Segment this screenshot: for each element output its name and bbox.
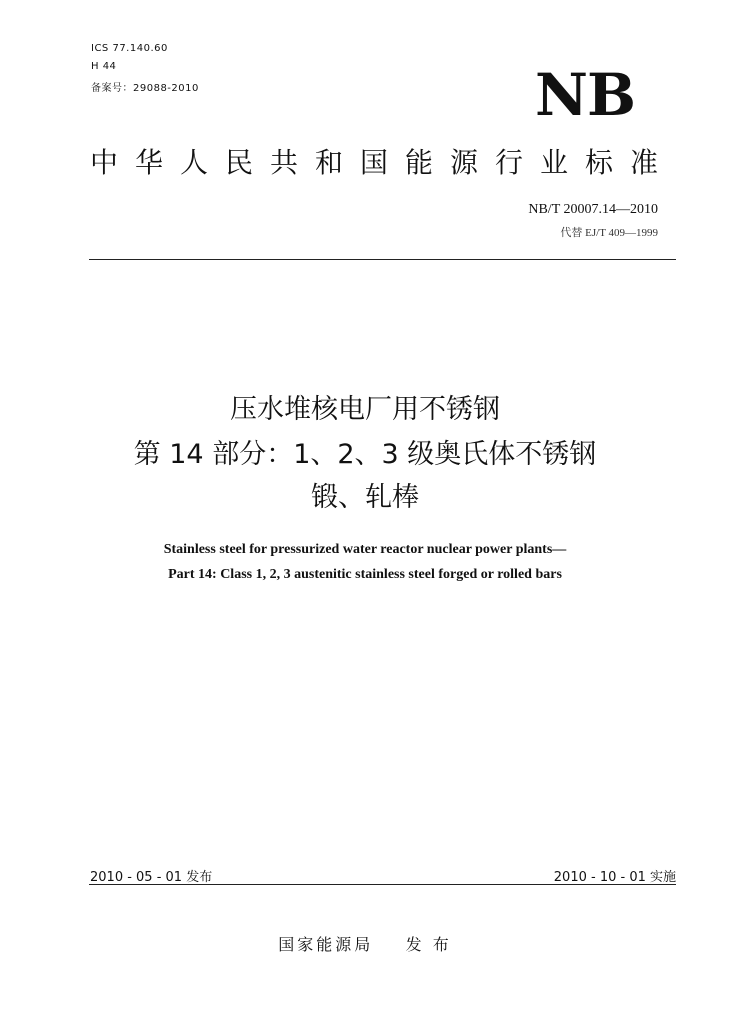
title-en-line1: Stainless steel for pressurized water reactor nuclear power plants— — [163, 542, 567, 557]
publish-action: 发 布 — [405, 935, 452, 954]
ics-code: ICS 77.140.60 — [91, 43, 168, 54]
organization-title: 中华人民共和国能源行业标准 — [90, 146, 676, 179]
implementation-date: 2010 - 10 - 01 实施 — [553, 870, 676, 885]
title-en-line2: Part 14: Class 1, 2, 3 austenitic stainless steel forged or rolled bars — [168, 567, 562, 582]
title-cn-line3: 锻、轧棒 — [311, 482, 419, 513]
ccs-code: H 44 — [91, 61, 117, 72]
record-number: 备案号：29088-2010 — [91, 83, 199, 94]
publisher-name: 国家能源局 — [278, 935, 374, 954]
replaces-standard: 代替 EJ/T 409—1999 — [560, 227, 658, 239]
title-cn-line2: 第 14 部分：1、2、3 级奥氏体不锈钢 — [133, 439, 597, 470]
title-cn-line1: 压水堆核电厂用不锈钢 — [230, 394, 500, 425]
nb-logo: NB — [534, 61, 635, 129]
issue-date: 2010 - 05 - 01 发布 — [90, 870, 213, 885]
bottom-divider — [89, 884, 676, 885]
top-divider — [89, 259, 676, 260]
publisher-line — [0, 932, 730, 955]
standard-number: NB/T 20007.14—2010 — [528, 202, 658, 217]
